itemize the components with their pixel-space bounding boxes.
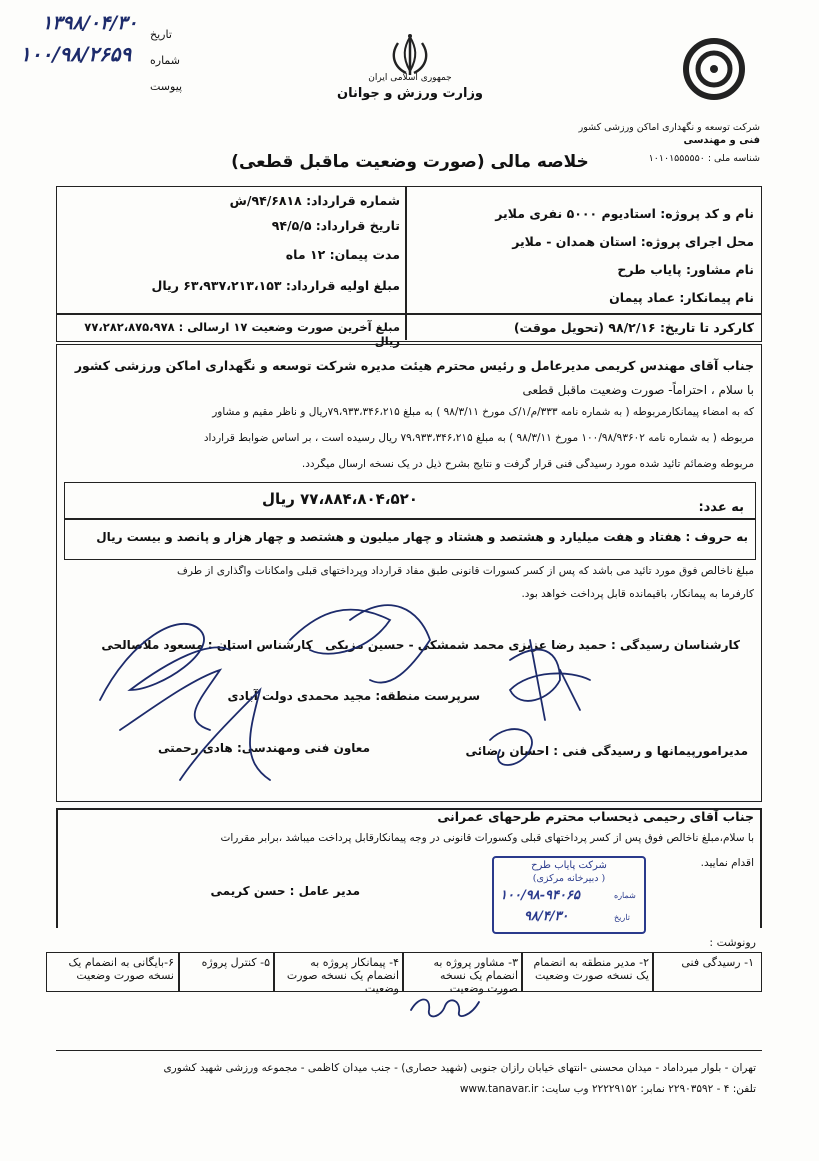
region-supervisor-name: مجید محمدی دولت آبادی — [227, 689, 372, 703]
letter-number-label: شماره — [150, 54, 181, 67]
footer-contact: تلفن: ۴ - ۲۲۹۰۳۵۹۲ نمابر: ۲۲۲۲۹۱۵۲ وب سایت: www.tanavar.ir — [459, 1083, 756, 1095]
contract-date: تاریخ قرارداد: ۹۴/۵/۵ — [271, 218, 400, 233]
ministry-line2: وزارت ورزش و جوانان — [336, 86, 484, 101]
last-statement-amount: مبلغ آخرین صورت وضعیت ۱۷ ارسالی : ۷۷،۲۸۲،۸۷۵،۹۷۸ ریال — [84, 320, 400, 348]
work-until-date: کارکرد تا تاریخ: ۹۸/۲/۱۶ (تحویل موقت) — [513, 320, 754, 335]
note-line1: مبلغ ناخالص فوق مورد تائید می باشد که پس از کسر کسورات قانونی طبق مفاد قرارداد وپرداختهای قبلی وامکانات واگذاری از طرف — [177, 565, 754, 577]
company-logo-icon — [681, 38, 747, 100]
letter-body-line2: مربوطه ( به شماره نامه ۱۰۰/۹۸/۹۳۶۰۲ مورخ ۹۸/۳/۱۱ ) به مبلغ ۷۹،۹۳۳،۳۴۶،۲۱۵ ریال رسیده است ، بر اساس ضوابط قرارداد — [203, 432, 754, 444]
company-line2: فنی و مهندسی — [683, 135, 760, 146]
footer-letter-line2: اقدام نمایید. — [700, 857, 754, 869]
deputy-label: معاون فنی ومهندسی: — [236, 741, 370, 755]
letter-number-value: ۱۰۰/۹۸/۲۶۵۹ — [20, 42, 132, 66]
cc-label: رونوشت : — [709, 936, 756, 949]
cc-item-6: ۶-بایگانی به انضمام یک نسخه صورت وضعیت — [68, 956, 174, 982]
deputy-name: هادی رحمتی — [157, 741, 233, 755]
stamp-date-label: تاریخ — [614, 913, 630, 922]
letter-body-line1: که به امضاء پیمانکارمربوطه ( به شماره نامه ۳۳۳/م/۱/ک مورخ ۹۸/۳/۱۱ ) به مبلغ ۷۹،۹۳۳،۳۴۶،۲۱۵ریال و ناظر مقیم و مشاور — [212, 406, 754, 418]
cc-item-1: ۱- رسیدگی فنی — [681, 956, 754, 969]
cc-item-3: ۳- مشاور پروژه به انضمام یک نسخه صورت وضعیت — [433, 956, 518, 995]
experts-label: کارشناسان رسیدگی : — [611, 638, 740, 652]
stamp-line2: ( دبیرخانه مرکزی) — [532, 873, 606, 884]
tech-manager-name: احسان رضائی — [465, 744, 550, 758]
cc-item-4: ۴- پیمانکار پروژه به انضمام یک نسخه صورت وضعیت — [286, 956, 399, 995]
received-stamp — [492, 856, 646, 934]
letter-addressee: جناب آقای مهندس کریمی مدیرعامل و رئیس محترم هیئت مدیره شرکت توسعه و نگهداری اماکن ورزشی کشور — [74, 358, 754, 373]
letter-attachment-label: پیوست — [150, 80, 183, 93]
province-expert-name: مسعود ملاصالحی — [101, 638, 204, 652]
amount-number-value: ۷۷،۸۸۴،۸۰۴،۵۲۰ ریال — [262, 490, 418, 508]
letter-greeting: با سلام ، احتراماً- صورت وضعیت ماقبل قطعی — [522, 383, 754, 397]
experts-names: حمید رضا عزیزی محمد شمشکی - حسین مزیکی — [325, 638, 607, 652]
stamp-line1: شرکت پایاب طرح — [531, 860, 607, 871]
ceo-signature: مدیر عامل : حسن کریمی — [210, 884, 360, 898]
project-location: محل اجرای پروژه: استان همدان - ملایر — [512, 234, 754, 249]
note-line2: کارفرما به پیمانکار، باقیمانده قابل پرداخت خواهد بود. — [521, 588, 754, 600]
bottom-signature-icon — [405, 990, 485, 1022]
company-line1: شرکت توسعه و نگهداری اماکن ورزشی کشور — [578, 122, 760, 133]
footer-address: تهران - بلوار میرداماد - میدان محسنی -انتهای خیابان رازان جنوبی (شهید حصاری) - جنب میدان کاظمی - مجموعه ورزشی شهید کشوری — [163, 1062, 756, 1074]
letter-date-label: تاریخ — [150, 28, 172, 41]
letter-body-line3: مربوطه وضمائم تائید شده مورد رسیدگی فنی قرار گرفت و نتایج بشرح ذیل در یک نسخه ارسال میگردد. — [301, 458, 754, 470]
footer-letter-addressee: جناب آقای رحیمی ذیحساب محترم طرحهای عمرانی — [437, 809, 754, 824]
contract-number: شماره قرارداد: ۹۴/۶۸۱۸/ش — [229, 193, 400, 208]
contractor-name: نام پیمانکار: عماد پیمان — [609, 290, 754, 305]
stamp-number-label: شماره — [614, 891, 636, 900]
cc-item-5: ۵- کنترل پروژه — [201, 956, 270, 969]
amount-number-label: به عدد: — [698, 500, 744, 515]
contract-initial-amount: مبلغ اولیه قرارداد: ۶۳،۹۳۷،۲۱۳،۱۵۳ ریال — [151, 278, 400, 293]
consultant-name: نام مشاور: پایاب طرح — [617, 262, 754, 277]
amount-words-label: به حروف : — [685, 530, 748, 544]
province-expert-label: کارشناس استان : — [207, 638, 313, 652]
amount-words — [72, 530, 748, 544]
letter-date-value: ۱۳۹۸/۰۴/۳۰ — [42, 12, 138, 34]
stamp-number: ۱۰۰/۹۸-۹۴۰۶۵ — [500, 888, 580, 903]
region-supervisor-label: سرپرست منطقه: — [375, 689, 480, 703]
signature-scribbles-icon — [90, 580, 650, 800]
contract-duration: مدت پیمان: ۱۲ ماه — [285, 247, 400, 262]
cc-item-2: ۲- مدیر منطقه به انضمام یک نسخه صورت وضعیت — [533, 956, 649, 982]
stamp-date: ۹۸/۴/۳۰ — [524, 909, 569, 924]
tech-manager-label: مدیرامورپیمانها و رسیدگی فنی : — [553, 744, 748, 758]
ministry-line1: جمهوری اسلامی ایران — [368, 73, 452, 83]
company-national-id: شناسه ملی : ۱۰۱۰۱۵۵۵۵۵۰ — [648, 153, 760, 164]
project-name: نام و کد پروژه: استادیوم ۵۰۰۰ نفری ملایر — [495, 206, 754, 221]
page-title: خلاصه مالی (صورت وضعیت ماقبل قطعی) — [231, 152, 589, 172]
amount-words-value: هفتاد و هفت میلیارد و هشتصد و هشتاد و چهار میلیون و هشتصد و چهار هزار و پانصد و بیست ریال — [96, 530, 682, 544]
footer-letter-line1: با سلام،مبلغ ناخالص فوق پس از کسر پرداختهای قبلی وکسورات قانونی در وجه پیمانکارقابل پرداخت میباشد ،برابر مقررات — [220, 832, 754, 844]
